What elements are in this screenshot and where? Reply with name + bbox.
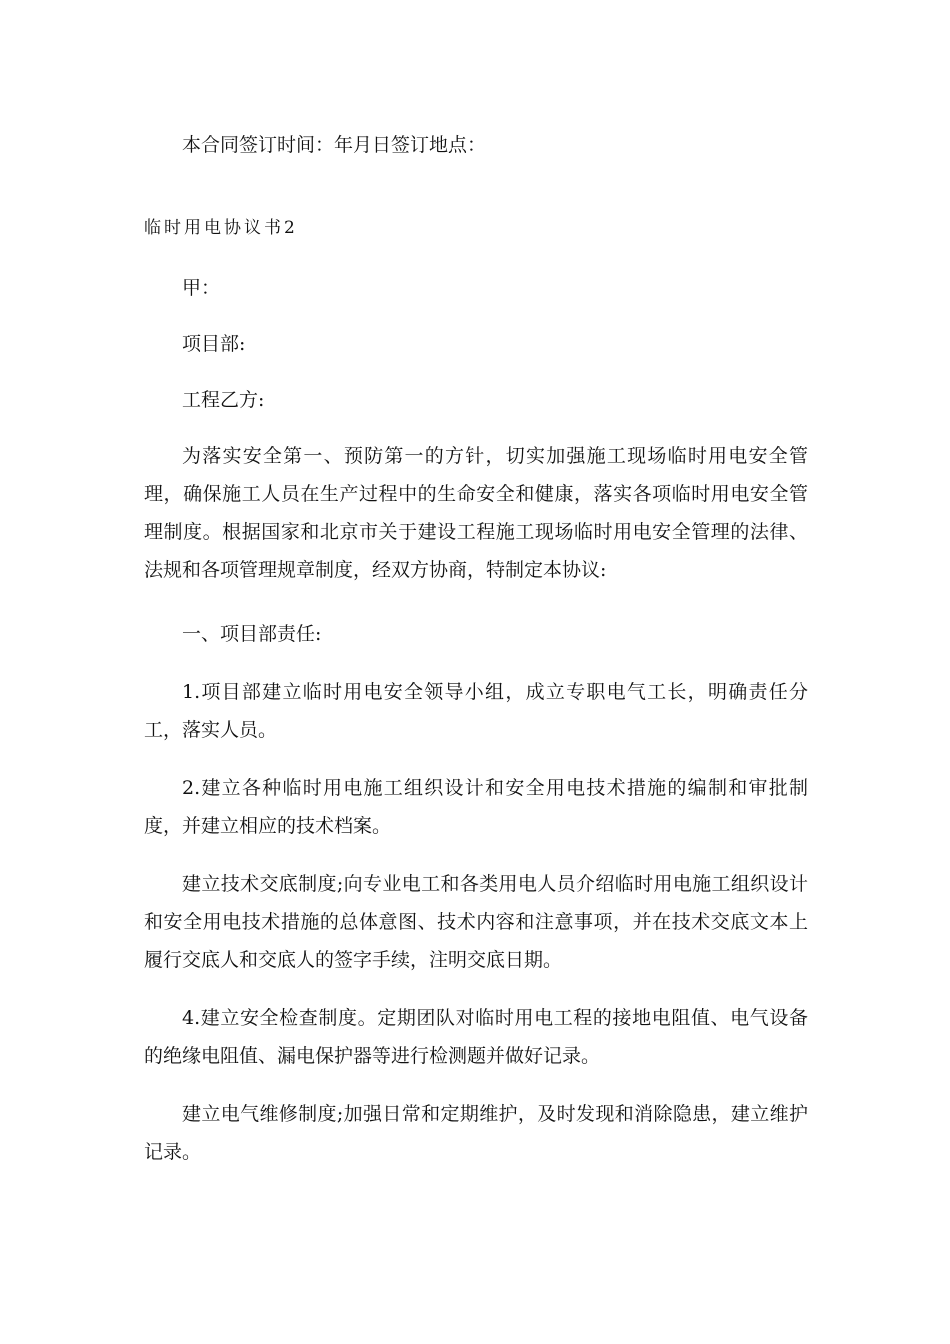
clause-item-1: 1.项目部建立临时用电安全领导小组，成立专职电气工长，明确责任分工，落实人员。 xyxy=(144,681,808,741)
party-a-line: 甲： xyxy=(182,277,221,299)
project-dept-line: 项目部: xyxy=(182,333,246,355)
party-b-line: 工程乙方: xyxy=(182,389,265,411)
clause-item-4: 4.建立安全检查制度。定期团队对临时用电工程的接地电阻值、电气设备的绝缘电阻值、漏电保护器等进行检测题并做好记录。 xyxy=(144,1007,808,1067)
intro-paragraph: 为落实安全第一、预防第一的方针，切实加强施工现场临时用电安全管理，确保施工人员在生产过程中的生命安全和健康，落实各项临时用电安全管理制度。根据国家和北京市关于建设工程施工现场临时用电安全管理的法律、法规和各项管理规章制度，经双方协商，特制定本协议: xyxy=(144,445,808,581)
clause-item-3: 建立技术交底制度;向专业电工和各类用电人员介绍临时用电施工组织设计和安全用电技术措施的总体意图、技术内容和注意事项，并在技术交底文本上履行交底人和交底人的签字手续，注明交底日期。 xyxy=(144,873,808,971)
section-title: 临时用电协议书2 xyxy=(144,218,298,238)
heading-project-dept-responsibility: 一、项目部责任: xyxy=(182,623,322,645)
signing-line: 本合同签订时间：年月日签订地点： xyxy=(182,134,487,156)
clause-item-2: 2.建立各种临时用电施工组织设计和安全用电技术措施的编制和审批制度，并建立相应的技术档案。 xyxy=(144,777,808,837)
clause-item-5: 建立电气维修制度;加强日常和定期维护，及时发现和消除隐患，建立维护记录。 xyxy=(144,1103,808,1163)
